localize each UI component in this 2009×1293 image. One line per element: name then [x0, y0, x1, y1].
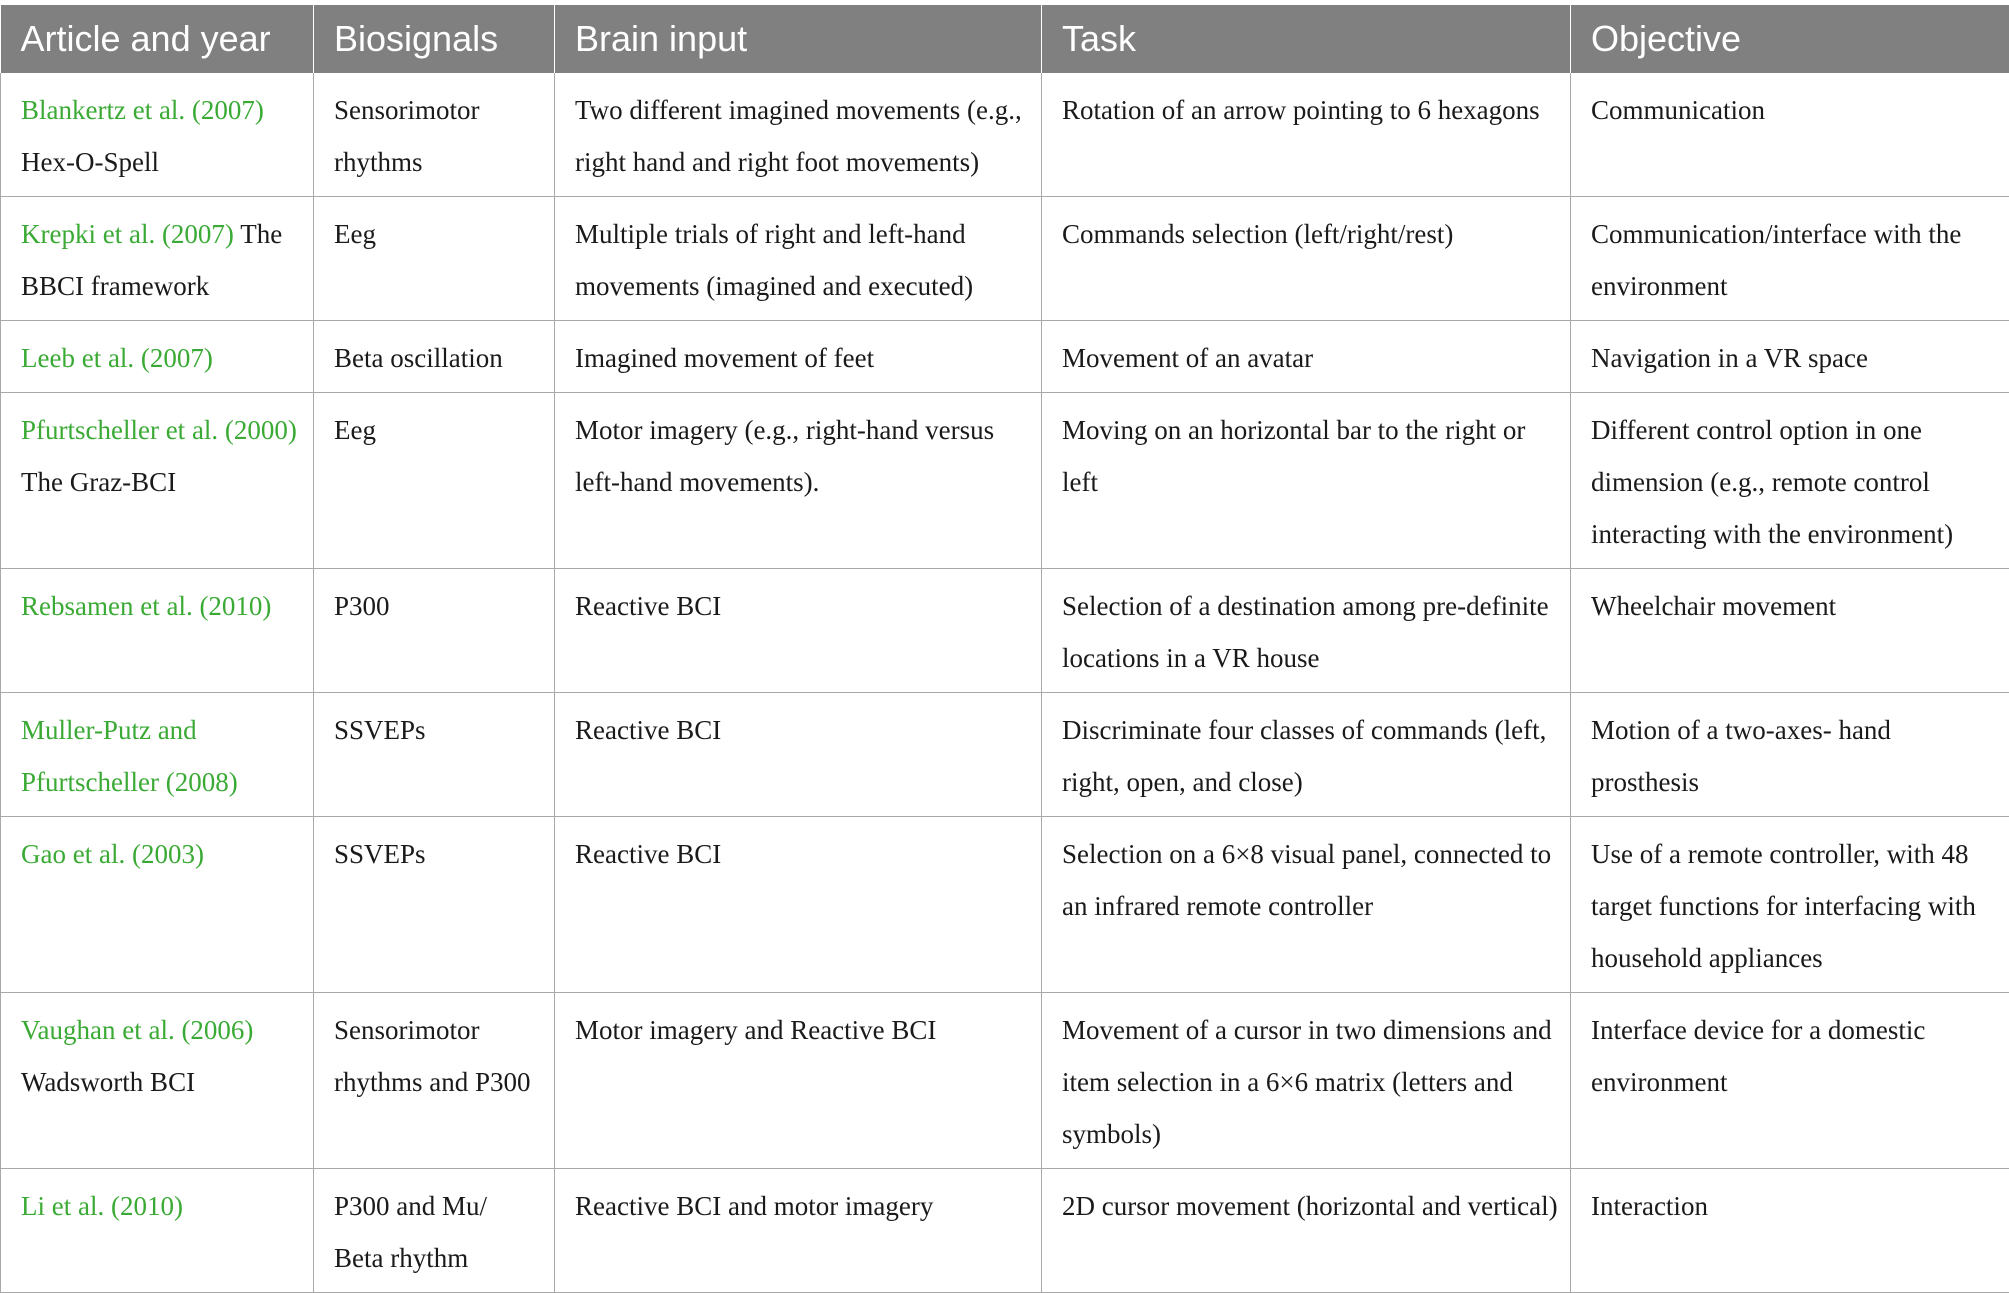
cell-biosignals: P300 and Mu/ Beta rhythm	[314, 1169, 555, 1293]
cell-article-and-year	[1, 817, 314, 993]
cell-brain-input: Reactive BCI	[555, 569, 1042, 693]
table-row	[1, 1169, 2009, 1293]
cell-biosignals: P300	[314, 569, 555, 693]
header-objective: Objective	[1571, 5, 2009, 73]
table-header	[1, 5, 2009, 73]
table-row	[1, 993, 2009, 1169]
table-row	[1, 693, 2009, 817]
cell-biosignals: Sensorimotor rhythms	[314, 73, 555, 197]
header-row	[1, 5, 2009, 73]
cell-brain-input: Two different imagined movements (e.g., right hand and right foot movements)	[555, 73, 1042, 197]
cell-objective: Navigation in a VR space	[1571, 321, 2009, 393]
table-row	[1, 321, 2009, 393]
cell-biosignals: SSVEPs	[314, 817, 555, 993]
cell-objective: Interface device for a domestic environment	[1571, 993, 2009, 1169]
system-name: Hex-O-Spell	[21, 147, 159, 177]
cell-objective: Use of a remote controller, with 48 target functions for interfacing with household appliances	[1571, 817, 2009, 993]
table-body	[1, 73, 2009, 1293]
table-row	[1, 817, 2009, 993]
cell-task: Selection on a 6×8 visual panel, connected to an infrared remote controller	[1042, 817, 1571, 993]
cell-objective: Communication/interface with the environment	[1571, 197, 2009, 321]
cell-biosignals: SSVEPs	[314, 693, 555, 817]
cell-task: Rotation of an arrow pointing to 6 hexagons	[1042, 73, 1571, 197]
header-task: Task	[1042, 5, 1571, 73]
header-article-and-year: Article and year	[1, 5, 314, 73]
cell-article-and-year	[1, 993, 314, 1169]
table-row	[1, 393, 2009, 569]
cell-objective: Wheelchair movement	[1571, 569, 2009, 693]
cell-task: 2D cursor movement (horizontal and vertical)	[1042, 1169, 1571, 1293]
system-name: The Graz-BCI	[21, 467, 176, 497]
cell-brain-input: Reactive BCI	[555, 817, 1042, 993]
cell-article-and-year	[1, 569, 314, 693]
header-brain-input: Brain input	[555, 5, 1042, 73]
cell-task: Commands selection (left/right/rest)	[1042, 197, 1571, 321]
reference-link[interactable]: Blankertz et al. (2007)	[21, 95, 264, 125]
table-row	[1, 569, 2009, 693]
reference-link[interactable]: Leeb et al. (2007)	[21, 343, 213, 373]
reference-link[interactable]: Pfurtscheller et al. (2000)	[21, 415, 297, 445]
header-biosignals: Biosignals	[314, 5, 555, 73]
cell-objective: Communication	[1571, 73, 2009, 197]
system-name: Wadsworth BCI	[21, 1067, 195, 1097]
cell-brain-input: Reactive BCI and motor imagery	[555, 1169, 1042, 1293]
table-row	[1, 73, 2009, 197]
cell-brain-input: Reactive BCI	[555, 693, 1042, 817]
cell-brain-input: Multiple trials of right and left-hand movements (imagined and executed)	[555, 197, 1042, 321]
cell-task: Movement of a cursor in two dimensions and item selection in a 6×6 matrix (letters and symbols)	[1042, 993, 1571, 1169]
cell-article-and-year	[1, 693, 314, 817]
cell-objective: Motion of a two-axes- hand prosthesis	[1571, 693, 2009, 817]
cell-article-and-year	[1, 393, 314, 569]
cell-brain-input: Motor imagery and Reactive BCI	[555, 993, 1042, 1169]
reference-link[interactable]: Gao et al. (2003)	[21, 839, 204, 869]
system-name: The BBCI framework	[21, 219, 282, 301]
cell-article-and-year	[1, 321, 314, 393]
cell-biosignals: Eeg	[314, 393, 555, 569]
reference-link[interactable]: Vaughan et al. (2006)	[21, 1015, 253, 1045]
reference-link[interactable]: Rebsamen et al. (2010)	[21, 591, 271, 621]
bci-studies-table	[0, 5, 2009, 1293]
cell-brain-input: Imagined movement of feet	[555, 321, 1042, 393]
cell-article-and-year	[1, 73, 314, 197]
cell-task: Selection of a destination among pre-definite locations in a VR house	[1042, 569, 1571, 693]
reference-link[interactable]: Krepki et al. (2007)	[21, 219, 234, 249]
reference-link[interactable]: Muller-Putz and Pfurtscheller (2008)	[21, 715, 238, 797]
table-row	[1, 197, 2009, 321]
cell-objective: Different control option in one dimension (e.g., remote control interacting with the environment)	[1571, 393, 2009, 569]
cell-article-and-year	[1, 1169, 314, 1293]
reference-link[interactable]: Li et al. (2010)	[21, 1191, 183, 1221]
cell-brain-input: Motor imagery (e.g., right-hand versus left-hand movements).	[555, 393, 1042, 569]
cell-task: Discriminate four classes of commands (left, right, open, and close)	[1042, 693, 1571, 817]
cell-objective: Interaction	[1571, 1169, 2009, 1293]
cell-biosignals: Eeg	[314, 197, 555, 321]
cell-task: Moving on an horizontal bar to the right or left	[1042, 393, 1571, 569]
cell-article-and-year	[1, 197, 314, 321]
cell-biosignals: Sensorimotor rhythms and P300	[314, 993, 555, 1169]
cell-task: Movement of an avatar	[1042, 321, 1571, 393]
cell-biosignals: Beta oscillation	[314, 321, 555, 393]
